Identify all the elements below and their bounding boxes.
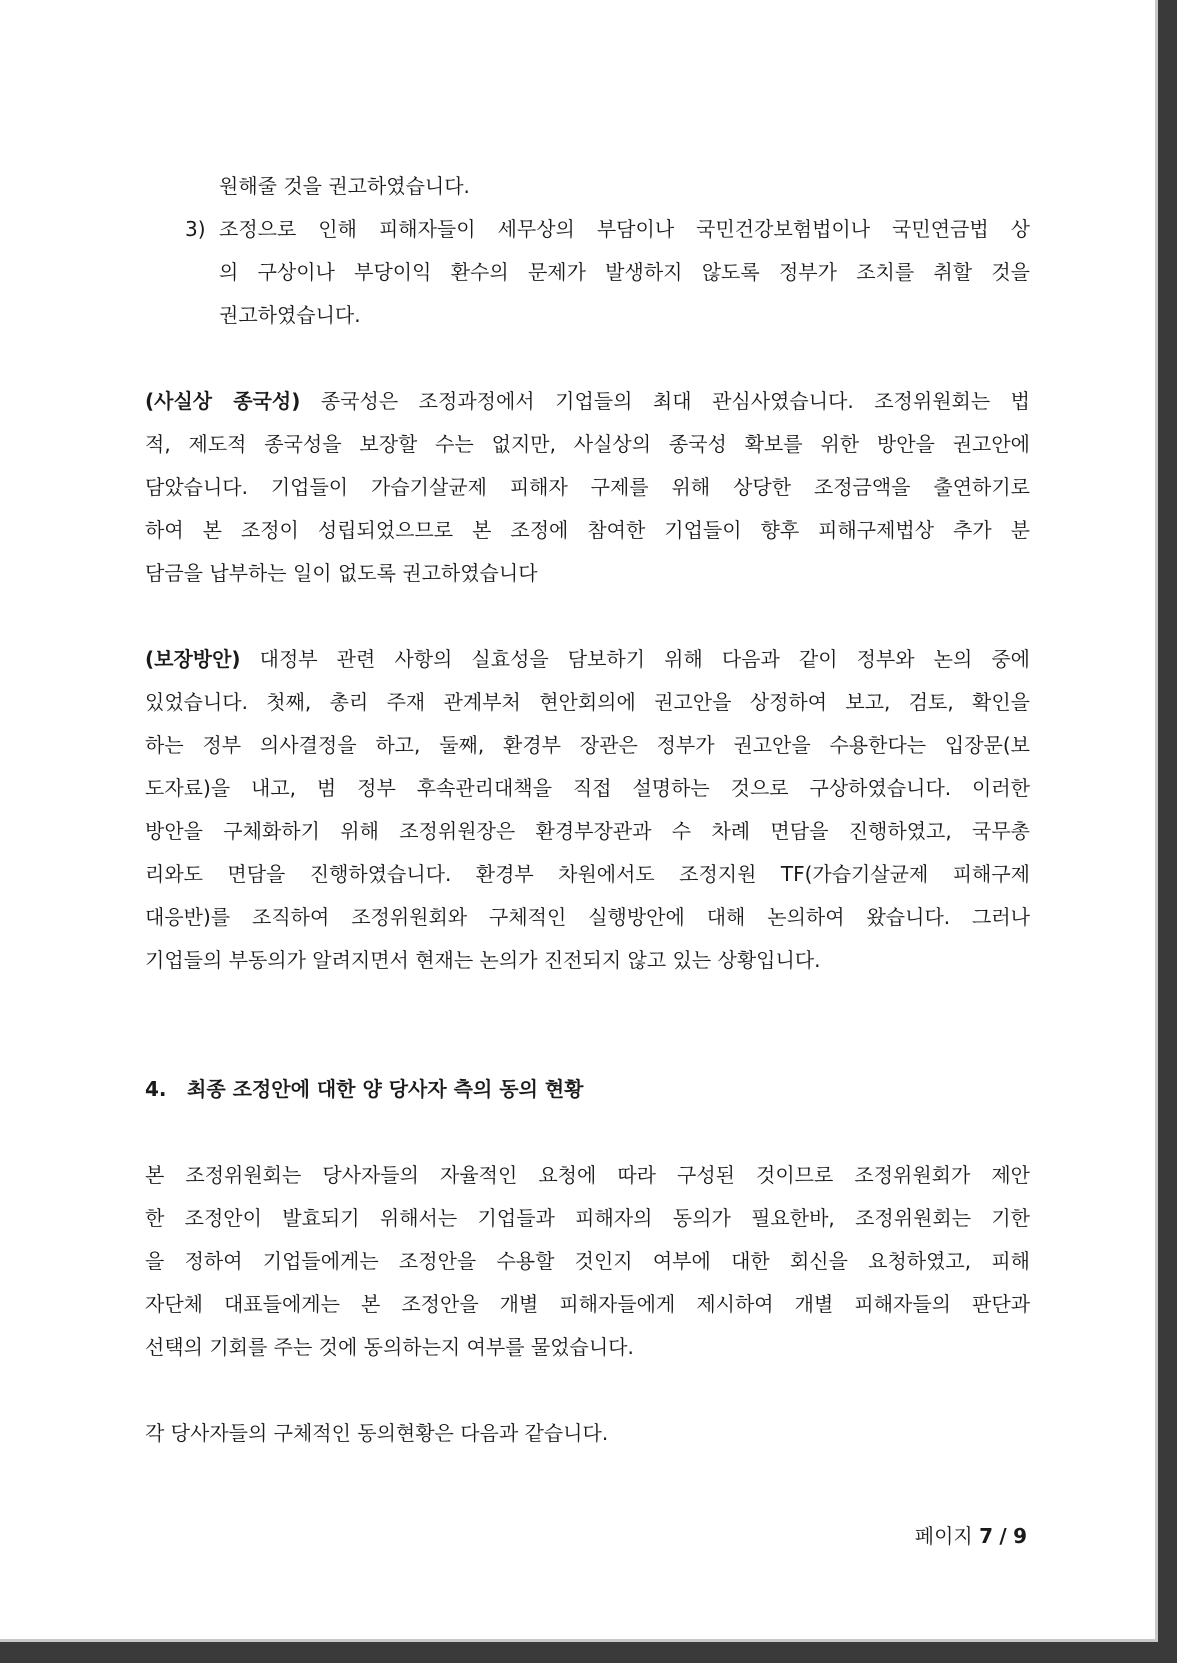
page-separator: / — [999, 1524, 1007, 1548]
paragraph-label: (사실상 종국성) — [145, 389, 301, 413]
paragraph-line: 하여 본 조정이 성립되었으므로 본 조정에 참여한 기업들이 향후 피해구제법상 추가 분 — [145, 518, 1030, 542]
list-item-number: 3) — [185, 217, 206, 241]
paragraph-guarantee — [145, 638, 1030, 982]
paragraph-line: 을 정하여 기업들에게는 조정안을 수용할 것인지 여부에 대한 회신을 요청하였고, 피해 — [145, 1249, 1030, 1273]
paragraph-line: 담았습니다. 기업들이 가습기살균제 피해자 구제를 위해 상당한 조정금액을 출연하기로 — [145, 475, 1030, 499]
paragraph-status: 각 당사자들의 구체적인 동의현황은 다음과 같습니다. — [145, 1421, 609, 1445]
list-item-continuation: 원해줄 것을 권고하였습니다. — [219, 174, 470, 198]
paragraph-line: 하는 정부 의사결정을 하고, 둘째, 환경부 장관은 정부가 권고안을 수용한다는 입장문(보 — [145, 733, 1030, 757]
page-current: 7 — [979, 1524, 994, 1548]
paragraph-line: 대응반)를 조직하여 조정위원회와 구체적인 실행방안에 대해 논의하여 왔습니다. 그러나 — [145, 905, 1030, 929]
page-number — [915, 1520, 1027, 1549]
paragraph-text: 종국성은 조정과정에서 기업들의 최대 관심사였습니다. 조정위원회는 법 — [320, 389, 1030, 413]
paragraph-line: 자단체 대표들에게는 본 조정안을 개별 피해자들에게 제시하여 개별 피해자들의 판단과 — [145, 1292, 1030, 1316]
paragraph-text: 대정부 관련 사항의 실효성을 담보하기 위해 다음과 같이 정부와 논의 중에 — [259, 647, 1030, 671]
section-title: 최종 조정안에 대한 양 당사자 측의 동의 현황 — [187, 1077, 584, 1101]
paragraph-line: 본 조정위원회는 당사자들의 자율적인 요청에 따라 구성된 것이므로 조정위원회가 제안 — [145, 1163, 1030, 1187]
paragraph-line: 리와도 면담을 진행하였습니다. 환경부 차원에서도 조정지원 TF(가습기살균제 피해구제 — [145, 862, 1030, 886]
paragraph-first-line — [145, 380, 1030, 423]
paragraph-line: 한 조정안이 발효되기 위해서는 기업들과 피해자의 동의가 필요한바, 조정위원회는 기한 — [145, 1206, 1030, 1230]
list-item-line: 의 구상이나 부당이익 환수의 문제가 발생하지 않도록 정부가 조치를 취할 것을 — [219, 260, 1030, 284]
page-total: 9 — [1013, 1524, 1027, 1548]
paragraph-consent — [145, 1154, 1030, 1369]
list-item-3 — [145, 208, 1030, 337]
paragraph-line: 담금을 납부하는 일이 없도록 권고하였습니다 — [145, 561, 538, 585]
paragraph-succession — [145, 380, 1030, 595]
paragraph-line: 있었습니다. 첫째, 총리 주재 관계부처 현안회의에 권고안을 상정하여 보고, 검토, 확인을 — [145, 690, 1030, 714]
paragraph-line: 적, 제도적 종국성을 보장할 수는 없지만, 사실상의 종국성 확보를 위한 방안을 권고안에 — [145, 432, 1030, 456]
paragraph-line: 방안을 구체화하기 위해 조정위원장은 환경부장관과 수 차례 면담을 진행하였고, 국무총 — [145, 819, 1030, 843]
section-number: 4. — [145, 1077, 167, 1101]
paragraph-first-line — [145, 638, 1030, 681]
paragraph-label: (보장방안) — [145, 647, 241, 671]
list-item-line: 권고하였습니다. — [219, 303, 361, 327]
section-heading — [145, 1068, 1030, 1111]
list-item-line: 조정으로 인해 피해자들이 세무상의 부담이나 국민건강보험법이나 국민연금법 상 — [219, 217, 1030, 241]
paragraph-line: 도자료)을 내고, 범 정부 후속관리대책을 직접 설명하는 것으로 구상하였습니다. 이러한 — [145, 776, 1030, 800]
document-body — [145, 165, 1030, 1455]
paragraph-line: 선택의 기회를 주는 것에 동의하는지 여부를 물었습니다. — [145, 1335, 634, 1359]
paragraph-line: 기업들의 부동의가 알려지면서 현재는 논의가 진전되지 않고 있는 상황입니다. — [145, 948, 821, 972]
page-label: 페이지 — [914, 1524, 973, 1548]
